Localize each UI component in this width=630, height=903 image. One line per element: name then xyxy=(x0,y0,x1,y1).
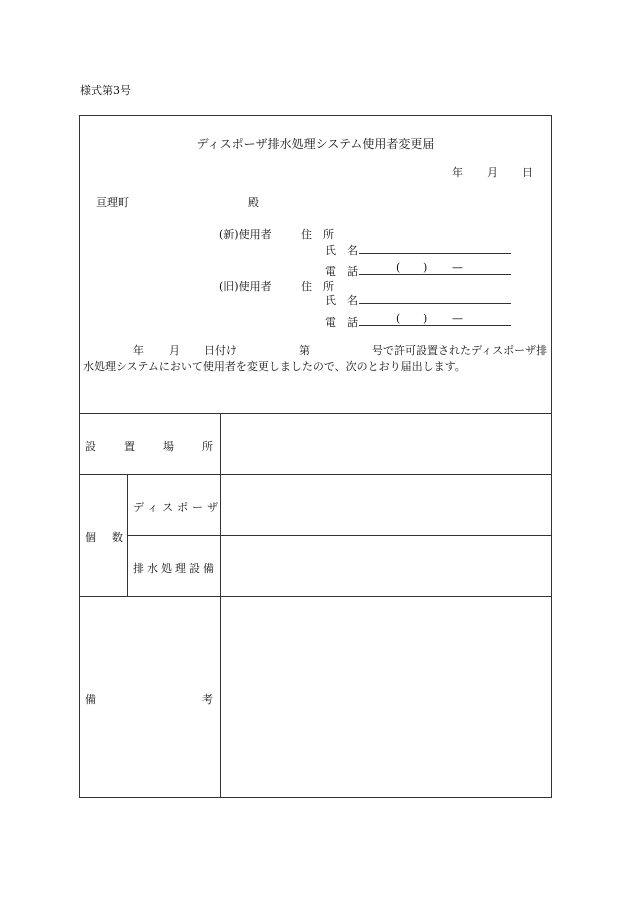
new-user-name-line[interactable] xyxy=(359,253,511,254)
new-user-label: (新)使用者 xyxy=(219,228,272,241)
drain-facility-count-field[interactable] xyxy=(222,537,549,594)
old-user-phone-dash: — xyxy=(452,312,463,325)
disposer-count-field[interactable] xyxy=(222,476,549,533)
remarks-label-char-2: 考 xyxy=(202,693,213,706)
form-frame xyxy=(79,115,552,798)
count-sub-column-line xyxy=(127,474,128,596)
new-user-name-label: 氏 名 xyxy=(325,244,358,257)
count-row-bottom-line xyxy=(80,596,551,597)
location-field[interactable] xyxy=(222,415,549,472)
addressee-honorific: 殿 xyxy=(248,196,259,209)
old-user-address-label: 住 所 xyxy=(301,280,334,293)
notice-line2: 水処理システムにおいて使用者を変更しましたので、次のとおり届出します。 xyxy=(83,360,466,373)
form-title: ディスポーザ排水処理システム使用者変更届 xyxy=(196,137,435,151)
new-user-phone-label: 電 話 xyxy=(325,265,358,278)
location-row-bottom-line xyxy=(80,474,551,475)
count-label-char-2: 数 xyxy=(112,531,123,544)
notice-year-label: 年 xyxy=(133,344,144,357)
remarks-label-char-1: 備 xyxy=(85,693,96,706)
old-user-phone-paren-open: ( xyxy=(396,312,401,325)
old-user-label: (旧)使用者 xyxy=(219,280,272,293)
new-user-phone-dash: — xyxy=(452,261,463,274)
location-label-char-3: 場 xyxy=(163,440,174,453)
date-year-label: 年 xyxy=(452,166,463,179)
count-divider-line xyxy=(127,535,551,536)
new-user-phone-line[interactable] xyxy=(359,274,511,275)
date-month-label: 月 xyxy=(487,166,498,179)
old-user-name-label: 氏 名 xyxy=(325,294,358,307)
notice-dated-label: 日付け xyxy=(204,344,237,357)
table-top-line xyxy=(80,413,551,414)
notice-line1-rest: 号で許可設置されたディスポーザ排 xyxy=(372,344,548,357)
old-user-name-line[interactable] xyxy=(359,303,511,304)
old-user-phone-label: 電 話 xyxy=(325,316,358,329)
location-label xyxy=(85,438,213,454)
disposer-label: ディスポーザ xyxy=(133,501,223,514)
addressee-town: 亘理町 xyxy=(96,196,129,209)
remarks-field[interactable] xyxy=(222,598,549,795)
notice-dai-label: 第 xyxy=(299,344,310,357)
new-user-address-label: 住 所 xyxy=(301,228,334,241)
count-label xyxy=(85,529,123,545)
form-number: 様式第3号 xyxy=(80,84,131,97)
old-user-phone-line[interactable] xyxy=(359,325,511,326)
date-day-label: 日 xyxy=(522,166,533,179)
drain-facility-label: 排水処理設備 xyxy=(133,562,217,575)
table-label-column-line xyxy=(220,413,221,797)
old-user-phone-paren-close: ) xyxy=(423,312,428,325)
notice-month-label: 月 xyxy=(169,344,180,357)
location-label-char-1: 設 xyxy=(85,440,96,453)
new-user-phone-paren-open: ( xyxy=(396,261,401,274)
count-label-char-1: 個 xyxy=(85,531,96,544)
location-label-char-2: 置 xyxy=(124,440,135,453)
location-label-char-4: 所 xyxy=(202,440,213,453)
remarks-label xyxy=(85,691,213,707)
new-user-phone-paren-close: ) xyxy=(423,261,428,274)
